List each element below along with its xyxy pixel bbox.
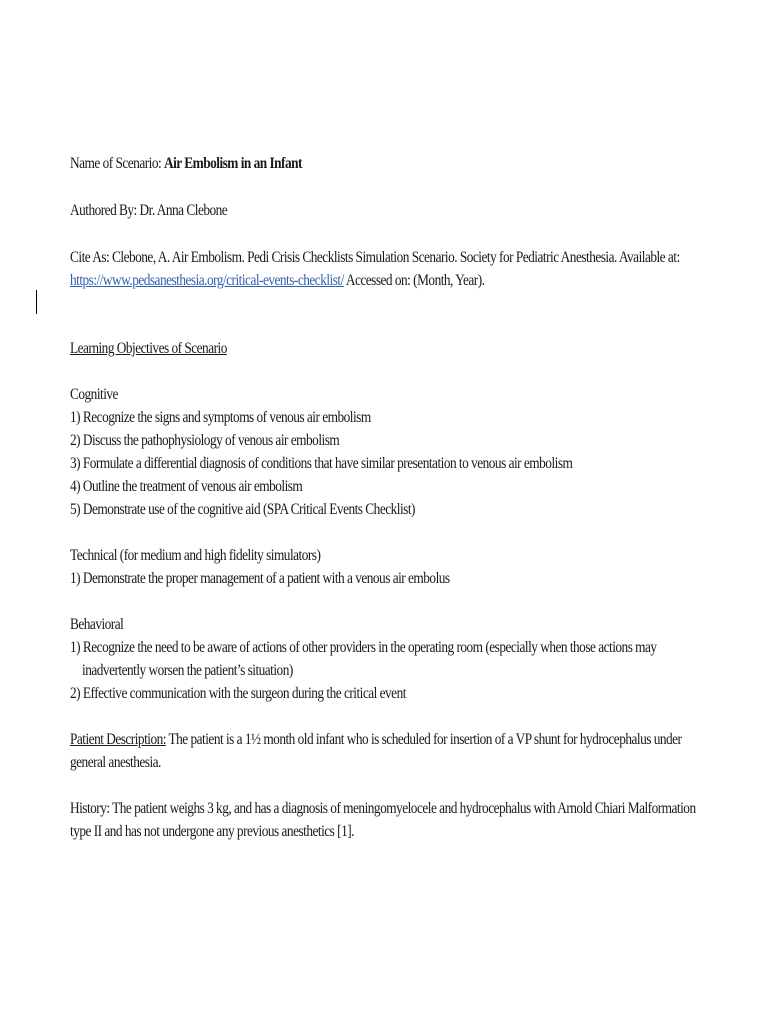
list-item: 2) Discuss the pathophysiology of venous air embolism bbox=[70, 432, 340, 449]
document-page bbox=[70, 152, 710, 843]
scenario-label: Name of Scenario: bbox=[70, 155, 164, 172]
cognitive-section bbox=[70, 383, 710, 521]
patient-description-text: The patient is a 1½ month old infant who is scheduled for insertion of a VP shunt for hydrocephalus under general anesthesia. bbox=[70, 731, 682, 771]
list-item: 1) Demonstrate the proper management of a patient with a venous air embolus bbox=[70, 570, 450, 587]
behavioral-heading: Behavioral bbox=[70, 616, 124, 633]
list-item: 1) Recognize the need to be aware of actions of other providers in the operating room (especially when those actions may bbox=[70, 639, 657, 656]
list-item-continuation: inadvertently worsen the patient’s situation) bbox=[82, 662, 293, 679]
cite-prefix: Cite As: Clebone, A. Air Embolism. Pedi Crisis Checklists Simulation Scenario. Society for Pediatric Anesthesia. Available at: bbox=[70, 249, 680, 266]
cite-suffix: Accessed on: (Month, Year). bbox=[343, 272, 485, 289]
list-item: 5) Demonstrate use of the cognitive aid (SPA Critical Events Checklist) bbox=[70, 501, 415, 518]
list-item: 1) Recognize the signs and symptoms of venous air embolism bbox=[70, 409, 371, 426]
citation-link[interactable]: https://www.pedsanesthesia.org/critical-events-checklist/ bbox=[70, 272, 344, 289]
list-item: 4) Outline the treatment of venous air embolism bbox=[70, 478, 303, 495]
list-item: 3) Formulate a differential diagnosis of conditions that have similar presentation to venous air embolism bbox=[70, 455, 573, 472]
patient-description bbox=[70, 728, 710, 774]
text-cursor bbox=[36, 290, 37, 314]
list-item: 2) Effective communication with the surgeon during the critical event bbox=[70, 685, 406, 702]
history-paragraph: History: The patient weighs 3 kg, and has a diagnosis of meningomyelocele and hydrocephalus with Arnold Chiari Malformation type II and has not undergone any previous anesthetics [1]. bbox=[70, 800, 696, 840]
learning-objectives-heading: Learning Objectives of Scenario bbox=[70, 340, 227, 357]
technical-section bbox=[70, 544, 710, 590]
patient-description-label: Patient Description: bbox=[70, 731, 166, 748]
technical-heading: Technical (for medium and high fidelity simulators) bbox=[70, 547, 321, 564]
scenario-title: Air Embolism in an Infant bbox=[163, 155, 302, 172]
behavioral-section bbox=[70, 613, 710, 705]
scenario-line bbox=[70, 152, 710, 175]
cite-paragraph bbox=[70, 246, 710, 292]
cognitive-heading: Cognitive bbox=[70, 386, 118, 403]
authored-line: Authored By: Dr. Anna Clebone bbox=[70, 202, 228, 219]
